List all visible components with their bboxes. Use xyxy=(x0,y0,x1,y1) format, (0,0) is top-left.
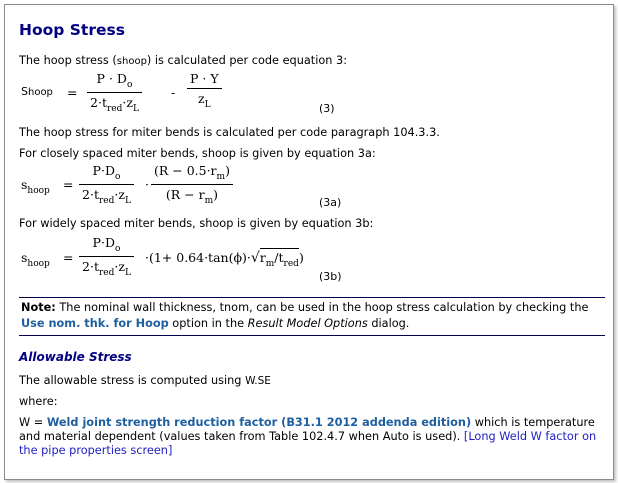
where-label: where: xyxy=(19,395,58,408)
eq3a-fraction-2: $(R - 0.5\cdot r_m)$ $(R - r_m)$ xyxy=(151,163,233,206)
eq3-minus: - xyxy=(171,85,176,100)
close-spaced-paragraph: For closely spaced miter bends, shoop is given by equation 3a: xyxy=(19,147,376,160)
eq3a-label: (3a) xyxy=(319,196,342,209)
eq3b-label: (3b) xyxy=(319,270,342,283)
eq3-label: (3) xyxy=(319,102,335,115)
eq3-lhs: Shoop xyxy=(21,85,53,98)
shoop-symbol: shoop xyxy=(116,56,147,67)
eq3b-equals: = xyxy=(63,250,74,265)
w-definition: W = Weld joint strength reduction factor (B31.1 2012 addenda edition) which is temperature and material dependent (values taken from Table 102.4.7 when Auto is used). [Long Weld W factor on the pipe properties screen] xyxy=(19,416,597,457)
use-nom-thk-option: Use nom. thk. for Hoop xyxy=(21,317,169,330)
eq3a-dot: · xyxy=(145,177,149,192)
eq3-fraction-2: P · Y $z_L$ xyxy=(187,71,222,110)
help-content-panel xyxy=(4,4,614,480)
intro-post: ) is calculated per code equation 3: xyxy=(146,54,348,67)
eq3-fraction-1: $P \cdot D_o$ $2\cdot t_{red}\cdot z_L$ xyxy=(87,71,142,114)
allowable-stress-heading: Allowable Stress xyxy=(19,350,132,364)
note-label: Note: xyxy=(21,301,56,314)
eq3b-fraction: $P\cdot D_o$ $2\cdot t_{red}\cdot z_L$ xyxy=(79,235,134,278)
intro-pre: The hoop stress ( xyxy=(19,54,117,67)
long-weld-w-factor-link[interactable]: [Long Weld W factor on the pipe properties screen] xyxy=(19,430,597,457)
eq3a-fraction-1: $P\cdot D_o$ $2\cdot t_{red}\cdot z_L$ xyxy=(79,163,134,206)
wide-spaced-paragraph: For widely spaced miter bends, shoop is given by equation 3b: xyxy=(19,217,374,230)
eq3b-lhs: $s_{hoop}$ xyxy=(21,250,50,269)
note-box: Note: The nominal wall thickness, tnom, can be used in the hoop stress calculation by checking the Use nom. thk. for Hoop option in the Result Model Options dialog. xyxy=(19,297,605,336)
weld-joint-factor-link[interactable]: Weld joint strength reduction factor (B31.1 2012 addenda edition) xyxy=(46,416,472,429)
miter-paragraph: The hoop stress for miter bends is calculated per code paragraph 104.3.3. xyxy=(19,126,440,139)
page-title: Hoop Stress xyxy=(19,21,125,39)
eq3a-equals: = xyxy=(63,177,74,192)
intro-paragraph xyxy=(19,54,347,67)
eq3b-tail: $\cdot(1+ 0.64\cdot\tan(\phi)\cdot√r_m/t_{red})$ xyxy=(145,250,304,269)
allowable-paragraph: The allowable stress is computed using W.SE xyxy=(19,374,271,387)
eq3a-lhs: $s_{hoop}$ xyxy=(21,177,50,196)
eq3-equals: = xyxy=(67,85,78,100)
note-text: The nominal wall thickness, tnom, can be used in the hoop stress calculation by checking the xyxy=(55,301,589,314)
result-model-options-dialog: Result Model Options xyxy=(247,317,368,330)
